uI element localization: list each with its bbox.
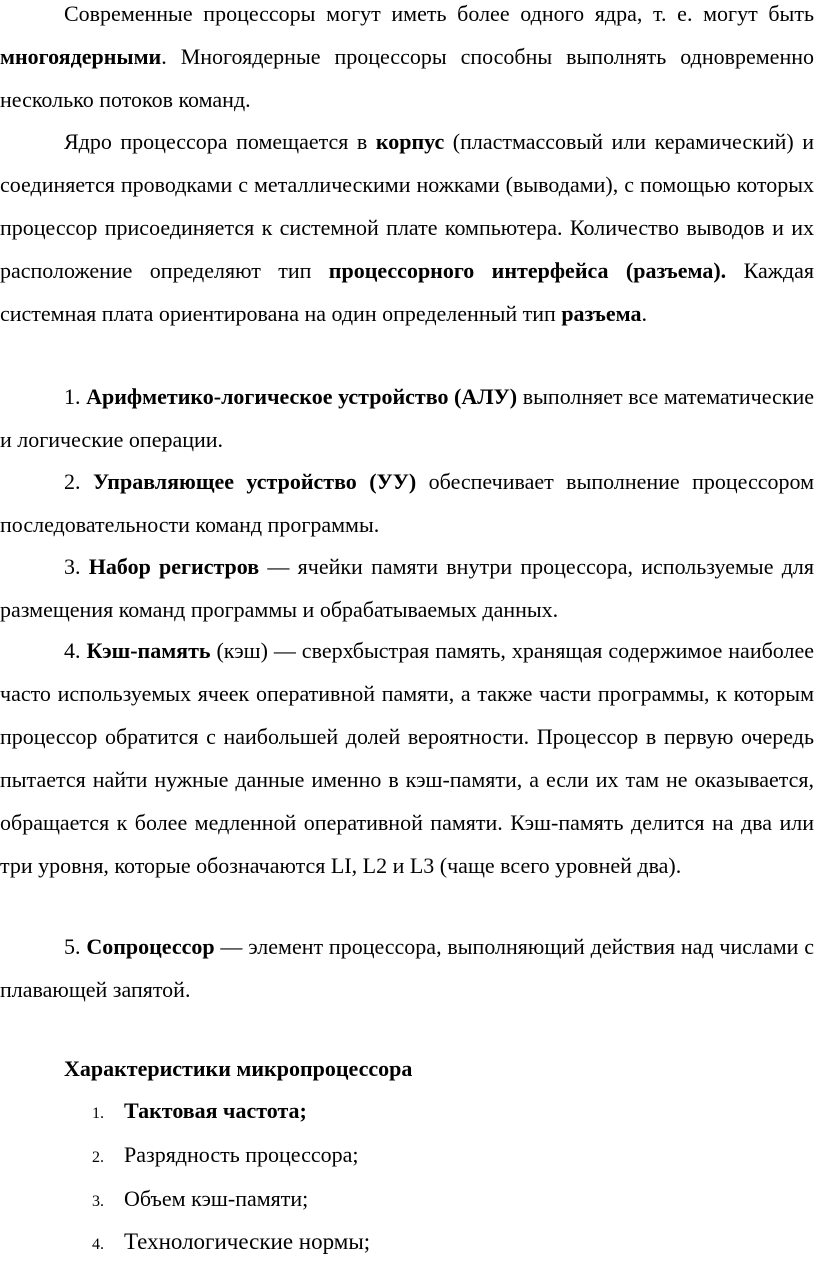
- bold-term: Арифметико-логическое устройство (АЛУ): [86, 384, 518, 409]
- list-item: [92, 1224, 370, 1263]
- text: — ячейки памяти внутри процессора, используемые для размещения команд программы и обрабатываемых данных.: [0, 554, 814, 622]
- paragraph-multicore: [0, 0, 814, 121]
- section-heading: Характеристики микропроцессора: [64, 1056, 413, 1081]
- bold-term: Кэш-память: [86, 638, 211, 663]
- bold-term: процессорного интерфейса (разъема).: [328, 258, 727, 283]
- text: (кэш) — сверхбыстрая память, хранящая содержимое наиболее часто используемых ячеек оперативной памяти, а также части программы, к которым процессор обратится с наибольшей долей вероятности. Процессор в первую очередь пытается найти нужные данные именно в кэш-памяти, а если их там не оказывается, обращается к более медленной оперативной памяти. Кэш-память делится на два или три уровня, которые обозначаются LI, L2 и L3 (чаще всего уровней два).: [0, 638, 814, 878]
- item-number: 4.: [64, 638, 87, 663]
- paragraph-alu: [0, 375, 814, 461]
- list-number: 4.: [92, 1236, 104, 1253]
- text: (пластмассовый или керамический) и соединяется проводками с металлическими ножками (выводами), с помощью которых процессор присоединяется к системной плате компьютера. Количество выводов и их расположение определяют тип: [0, 129, 814, 283]
- text: выполняет все математические и логические операции.: [0, 384, 815, 452]
- text: Современные процессоры могут иметь более одного ядра, т. е. могут быть: [64, 1, 814, 26]
- text: Каждая системная плата ориентирована на один определенный тип: [0, 258, 814, 326]
- text: . Многоядерные процессоры способны выполнять одновременно несколько потоков команд.: [0, 44, 814, 112]
- item-number: 5.: [64, 934, 87, 959]
- bold-term: многоядерными: [0, 44, 162, 69]
- list-item: [92, 1181, 308, 1220]
- list-item: [92, 1137, 359, 1176]
- list-number: 2.: [92, 1149, 104, 1166]
- paragraph-registers: [0, 545, 814, 631]
- item-number: 2.: [64, 469, 93, 494]
- text: обеспечивает выполнение процессором последовательности команд программы.: [0, 469, 815, 537]
- paragraph-package: [0, 120, 814, 335]
- bold-term: разъема: [561, 301, 642, 326]
- list-label: Разрядность процессора;: [124, 1142, 359, 1167]
- list-label: Тактовая частота;: [124, 1098, 307, 1123]
- text: Ядро процессора помещается в: [64, 129, 376, 154]
- bold-term: корпус: [375, 129, 445, 154]
- text: .: [641, 301, 647, 326]
- item-number: 3.: [64, 554, 89, 579]
- paragraph-control-unit: [0, 460, 814, 546]
- bold-term: Управляющее устройство (УУ): [92, 469, 417, 494]
- paragraph-cache: [0, 629, 814, 887]
- text: — элемент процессора, выполняющий действия над числами с плавающей запятой.: [0, 934, 815, 1002]
- list-number: 3.: [92, 1193, 104, 1210]
- item-number: 1.: [64, 384, 87, 409]
- list-label: Технологические нормы;: [124, 1229, 371, 1254]
- bold-term: Набор регистров: [88, 554, 260, 579]
- list-number: 1.: [92, 1105, 104, 1122]
- bold-term: Сопроцессор: [86, 934, 215, 959]
- paragraph-coprocessor: [0, 925, 814, 1011]
- list-label: Объем кэш-памяти;: [124, 1186, 309, 1211]
- list-item: [92, 1093, 307, 1132]
